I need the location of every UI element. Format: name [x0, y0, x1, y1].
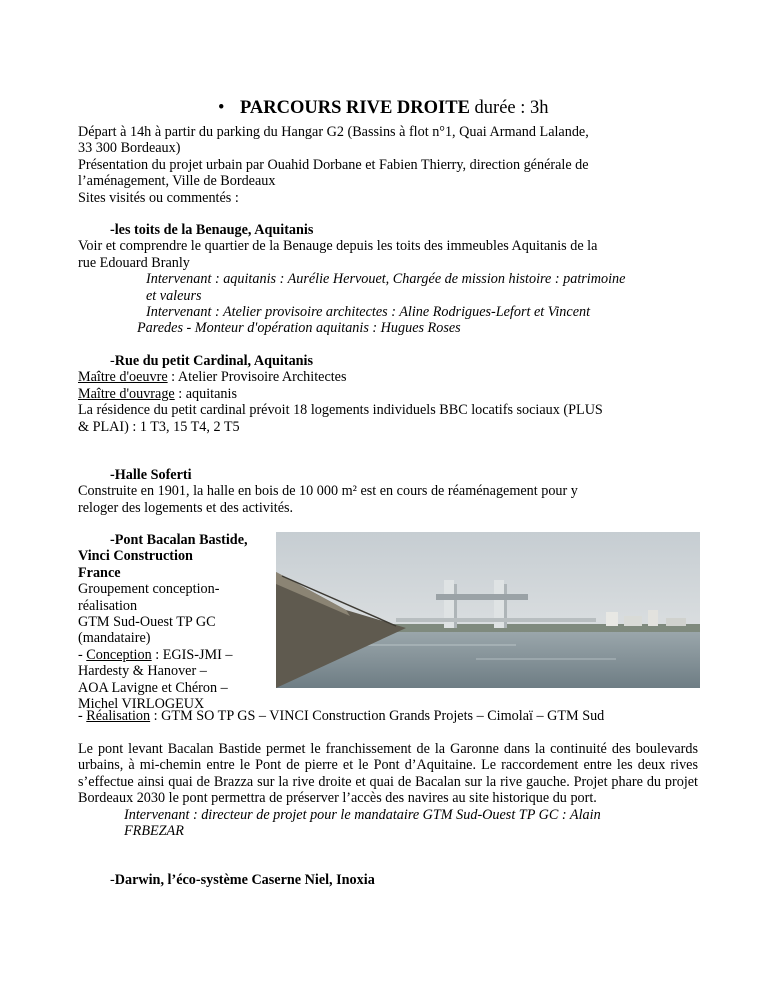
group-line: Groupement conception-	[78, 581, 220, 598]
site-benauge	[78, 222, 698, 337]
moe-value: : Atelier Provisoire Architectes	[167, 369, 347, 386]
realisation-value: : GTM SO TP GS – VINCI Construction Grands Projets – Cimolaï – GTM Sud	[150, 708, 605, 724]
site-heading	[78, 872, 698, 888]
group-line: réalisation	[78, 597, 138, 614]
conception-line: Michel VIRLOGEUX	[78, 696, 205, 713]
bullet-icon: •	[218, 98, 225, 118]
pont-paragraph: Le pont levant Bacalan Bastide permet le franchissement de la Garonne dans la continuité des boulevards urbains, à mi-chemin entre le Pont de pierre et le Pont d’Aquitaine. Le raccordement entre les deux rives s’effectue ainsi quai de Brazza sur la rive droite et quai de Bacalan sur la rive gauche. Projet phare du projet Bordeaux 2030 le pont permettra de préserver l’accès des navires au site historique du port.	[78, 741, 698, 807]
speaker-line: Intervenant : aquitanis : Aurélie Hervouet, Chargée de mission histoire : patrimoine	[146, 271, 626, 288]
heading-dash: -	[110, 353, 115, 369]
conception-value: : EGIS-JMI –	[151, 646, 233, 663]
site-heading: France	[78, 564, 121, 581]
group-line: (mandataire)	[78, 630, 151, 647]
site-heading: -Pont Bacalan Bastide,	[110, 532, 248, 548]
realisation-label: Réalisation	[86, 708, 151, 724]
moe-line	[78, 369, 698, 385]
speaker-line: Paredes - Monteur d'opération aquitanis : Hugues Roses	[137, 320, 461, 337]
site-darwin	[78, 872, 698, 888]
bridge-photo	[276, 532, 700, 688]
site-heading: -les toits de la Benauge, Aquitanis	[110, 222, 314, 238]
mo-label: Maître d'ouvrage	[78, 385, 175, 402]
heading-text: Darwin, l’éco-système Caserne Niel, Inoxia	[114, 872, 375, 888]
site-petit-cardinal	[78, 353, 698, 435]
heading-dash: -	[110, 872, 115, 888]
mo-line	[78, 386, 698, 402]
bridge-photo-image	[276, 532, 700, 688]
site-heading: -Halle Soferti	[110, 467, 192, 483]
speaker-line: Intervenant : directeur de projet pour le mandataire GTM Sud-Ouest TP GC : Alain	[124, 806, 601, 823]
heading-text: Rue du petit Cardinal, Aquitanis	[114, 353, 314, 369]
conception-line: AOA Lavigne et Chéron –	[78, 679, 228, 696]
realisation-text	[78, 708, 718, 724]
speaker-line: et valeurs	[146, 287, 202, 304]
site-description: reloger des logements et des activités.	[78, 499, 294, 516]
site-description: rue Edouard Branly	[78, 254, 190, 271]
site-description: Construite en 1901, la halle en bois de 10 000 m² est en cours de réaménagement pour y	[78, 483, 578, 500]
group-line: GTM Sud-Ouest TP GC	[78, 614, 216, 631]
intro-block	[78, 124, 698, 206]
realisation-prefix: -	[78, 708, 87, 724]
site-description: Voir et comprendre le quartier de la Benauge depuis les toits des immeubles Aquitanis de la	[78, 238, 598, 255]
conception-prefix: -	[78, 646, 87, 663]
conception-line	[78, 647, 278, 663]
realisation-line	[78, 708, 718, 724]
site-halle-soferti	[78, 467, 698, 516]
intro-line: Présentation du projet urbain par Ouahid Dorbane et Fabien Thierry, direction générale de	[78, 156, 589, 173]
intro-line: 33 300 Bordeaux)	[78, 140, 181, 157]
site-description: La résidence du petit cardinal prévoit 18 logements individuels BBC locatifs sociaux (PLUS	[78, 402, 603, 419]
site-pont-bacalan-left	[78, 532, 278, 712]
title-duration: durée : 3h	[469, 98, 549, 118]
title-bold: PARCOURS RIVE DROITE	[240, 98, 470, 118]
moe-label: Maître d'oeuvre	[78, 369, 168, 386]
site-heading	[78, 353, 698, 369]
section-title	[218, 97, 549, 119]
pont-paragraph-block	[78, 741, 698, 839]
conception-label: Conception	[86, 646, 152, 663]
intro-line: Départ à 14h à partir du parking du Hangar G2 (Bassins à flot n°1, Quai Armand Lalande,	[78, 124, 589, 140]
conception-line: Hardesty & Hanover –	[78, 663, 207, 680]
mo-value: : aquitanis	[174, 385, 237, 402]
speaker-line: FRBEZAR	[124, 823, 184, 840]
intro-line: l’aménagement, Ville de Bordeaux	[78, 173, 276, 190]
intro-line: Sites visités ou commentés :	[78, 189, 239, 206]
speaker-line: Intervenant : Atelier provisoire architectes : Aline Rodrigues-Lefort et Vincent	[146, 304, 591, 321]
site-description: & PLAI) : 1 T3, 15 T4, 2 T5	[78, 418, 240, 435]
site-heading: Vinci Construction	[78, 548, 193, 565]
